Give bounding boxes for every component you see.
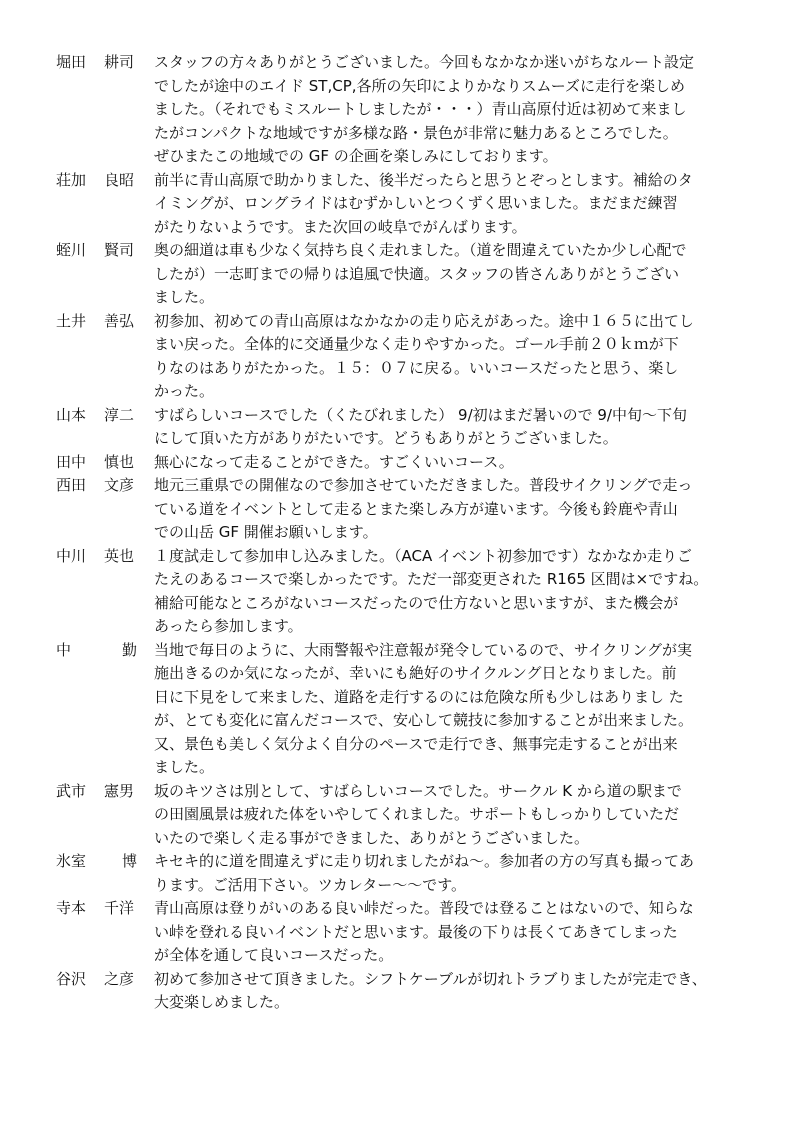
comment-text xyxy=(154,451,746,475)
participant-surname: 堀田 xyxy=(56,53,87,71)
comment-text xyxy=(154,968,746,1015)
comment-line: あったら参加します。 xyxy=(154,617,303,635)
comment-line: たがコンパクトな地域ですが多様な路・景色が非常に魅力あるところでした。 xyxy=(154,123,678,142)
comment-line: での山岳 GF 開催お願いします。 xyxy=(154,523,378,541)
comment-line: まい戻った。全体的に交通量少なく走りやすかった。ゴール手前２０ｋｍが下 xyxy=(154,335,679,353)
participant-given-name: 千洋 xyxy=(104,899,135,917)
comment-text xyxy=(154,639,746,780)
participant-name xyxy=(56,51,152,75)
participant-surname: 蛭川 xyxy=(56,241,87,259)
comment-line: 当地で毎日のように、大雨警報や注意報が発令しているので、サイクリングが実 xyxy=(154,640,693,659)
comment-line: い峠を登れる良いイベントだと思います。最後の下りは長くてあきてしまった xyxy=(154,922,678,941)
participant-given-name: 勤 xyxy=(122,640,138,659)
participant-surname: 山本 xyxy=(56,405,87,424)
participant-surname: 谷沢 xyxy=(56,969,87,988)
participant-given-name: 博 xyxy=(122,852,138,870)
participant-given-name: 憲男 xyxy=(104,781,135,800)
comment-line: ります。ご活用下さい。ツカレター～～です。 xyxy=(154,875,467,894)
comment-line: かった。 xyxy=(154,382,215,400)
participant-name xyxy=(56,169,152,193)
comment-line: ている道をイベントとして走るとまた楽しみ方が違います。今後も鈴鹿や青山 xyxy=(154,499,678,518)
comment-line: でしたが途中のエイド ST,CP,各所の矢印によりかなりスムーズに走行を楽しめ xyxy=(154,76,686,95)
participant-name xyxy=(56,545,152,569)
participant-surname: 武市 xyxy=(56,781,87,800)
comment-line: が、とても変化に富んだコースで、安心して競技に参加することが出来ました。 xyxy=(154,711,693,729)
comment-line: イミングが、ロングライドはむずかしいとつくずく思いました。まだまだ練習 xyxy=(154,194,678,212)
comment-line: たえのあるコースで楽しかったです。ただ一部変更された R165 区間は×ですね。 xyxy=(154,570,709,588)
comment-text xyxy=(154,545,746,639)
comment-text xyxy=(154,850,746,897)
participant-name xyxy=(56,639,152,663)
comment-line: が全体を通して良いコースだった。 xyxy=(154,946,394,964)
participant-surname: 西田 xyxy=(56,476,87,494)
participant-surname: 中 xyxy=(56,640,72,659)
comment-line: にして頂いた方がありがたいです。どうもありがとうございました。 xyxy=(154,429,618,447)
participant-surname: 荘加 xyxy=(56,170,87,189)
comment-line: ました。（それでもミスルートしましたが・・・）青山高原付近は初めて来まし xyxy=(154,100,687,118)
participant-surname: 氷室 xyxy=(56,852,87,870)
comment-line: 地元三重県での開催なので参加させていただきました。普段サイクリングで走っ xyxy=(154,476,693,494)
comment-line: いたので楽しく走る事ができました、ありがとうございました。 xyxy=(154,828,590,847)
participant-name xyxy=(56,474,152,498)
participant-name xyxy=(56,451,152,475)
participant-name xyxy=(56,404,152,428)
comment-line: 奥の細道は車も少なく気持ち良く走れました。（道を間違えていたか少し心配で xyxy=(154,241,687,259)
comment-line: 初めて参加させて頂きました。シフトケーブルが切れトラブりましたが完走でき、 xyxy=(154,969,707,988)
comment-text xyxy=(154,51,746,169)
participant-surname: 寺本 xyxy=(56,899,87,917)
participant-given-name: 文彦 xyxy=(104,476,135,494)
comment-line: りなのはありがたかった。１５：０７に戻る。いいコースだったと思う、楽し xyxy=(154,358,679,377)
participant-given-name: 良昭 xyxy=(104,170,135,189)
comment-line: 又、景色も美しく気分よく自分のペースで走行でき、無事完走することが出来 xyxy=(154,734,678,753)
comment-text xyxy=(154,404,746,451)
comment-line: 初参加、初めての青山高原はなかなかの走り応えがあった。途中１６５に出てし xyxy=(154,311,694,330)
comment-line: ぜひまたこの地域での GF の企画を楽しみにしております。 xyxy=(154,147,558,165)
participant-given-name: 英也 xyxy=(104,546,135,565)
comment-text xyxy=(154,897,746,968)
participant-given-name: 淳二 xyxy=(104,405,135,424)
comment-line: 青山高原は登りがいのある良い峠だった。普段では登ることはないので、知らな xyxy=(154,899,694,917)
comment-text xyxy=(154,169,746,240)
participant-given-name: 慎也 xyxy=(104,452,135,471)
comment-text xyxy=(154,780,746,851)
participant-given-name: 善弘 xyxy=(104,311,135,330)
comment-line: ました。 xyxy=(154,758,215,776)
participant-surname: 中川 xyxy=(56,546,87,565)
comment-line: すばらしいコースでした（くたびれました） 9/初はまだ暑いので 9/中旬～下旬 xyxy=(154,405,687,424)
comment-line: したが）一志町までの帰りは追風で快適。スタッフの皆さんありがとうござい xyxy=(154,264,680,283)
comment-text xyxy=(154,474,746,545)
participant-surname: 土井 xyxy=(56,311,87,330)
comment-line: 坂のキツさは別として、すばらしいコースでした。サークル K から道の駅まで xyxy=(154,781,682,800)
comment-line: スタッフの方々ありがとうございました。今回もなかなか迷いがちなルート設定 xyxy=(154,53,695,71)
participant-given-name: 耕司 xyxy=(104,53,135,71)
participant-name xyxy=(56,897,152,921)
participant-name xyxy=(56,780,152,804)
comment-line: がたりないようです。また次回の岐阜でがんばります。 xyxy=(154,217,527,236)
comment-line: 前半に青山高原で助かりました、後半だったらと思うとぞっとします。補給のタ xyxy=(154,170,693,189)
comment-line: １度試走して参加申し込みました。（ACA イベント初参加です）なかなか走りご xyxy=(154,546,693,565)
comment-line: 補給可能なところがないコースだったので仕方ないと思いますが、また機会が xyxy=(154,593,679,612)
participant-name xyxy=(56,850,152,874)
participant-given-name: 賢司 xyxy=(104,241,135,259)
participant-name xyxy=(56,310,152,334)
comment-line: 無心になって走ることができた。すごくいいコース。 xyxy=(154,452,514,471)
participant-given-name: 之彦 xyxy=(104,969,135,988)
comment-line: 大変楽しめました。 xyxy=(154,993,290,1011)
participant-surname: 田中 xyxy=(56,452,87,471)
comment-line: ました。 xyxy=(154,288,215,306)
comment-line: キセキ的に道を間違えずに走り切れましたがね～。参加者の方の写真も撮ってあ xyxy=(154,852,695,870)
comment-text xyxy=(154,239,746,310)
comment-line: の田園風景は疲れた体をいやしてくれました。サポートもしっかりしていただ xyxy=(154,805,680,823)
comment-text xyxy=(154,310,746,404)
comment-line: 日に下見をして来ました、道路を走行するのには危険な所も少しはありまし た xyxy=(154,687,684,706)
participant-name xyxy=(56,968,152,992)
participant-name xyxy=(56,239,152,263)
comment-line: 施出きるのか気になったが、幸いにも絶好のサイクルング日となりました。前 xyxy=(154,664,677,682)
